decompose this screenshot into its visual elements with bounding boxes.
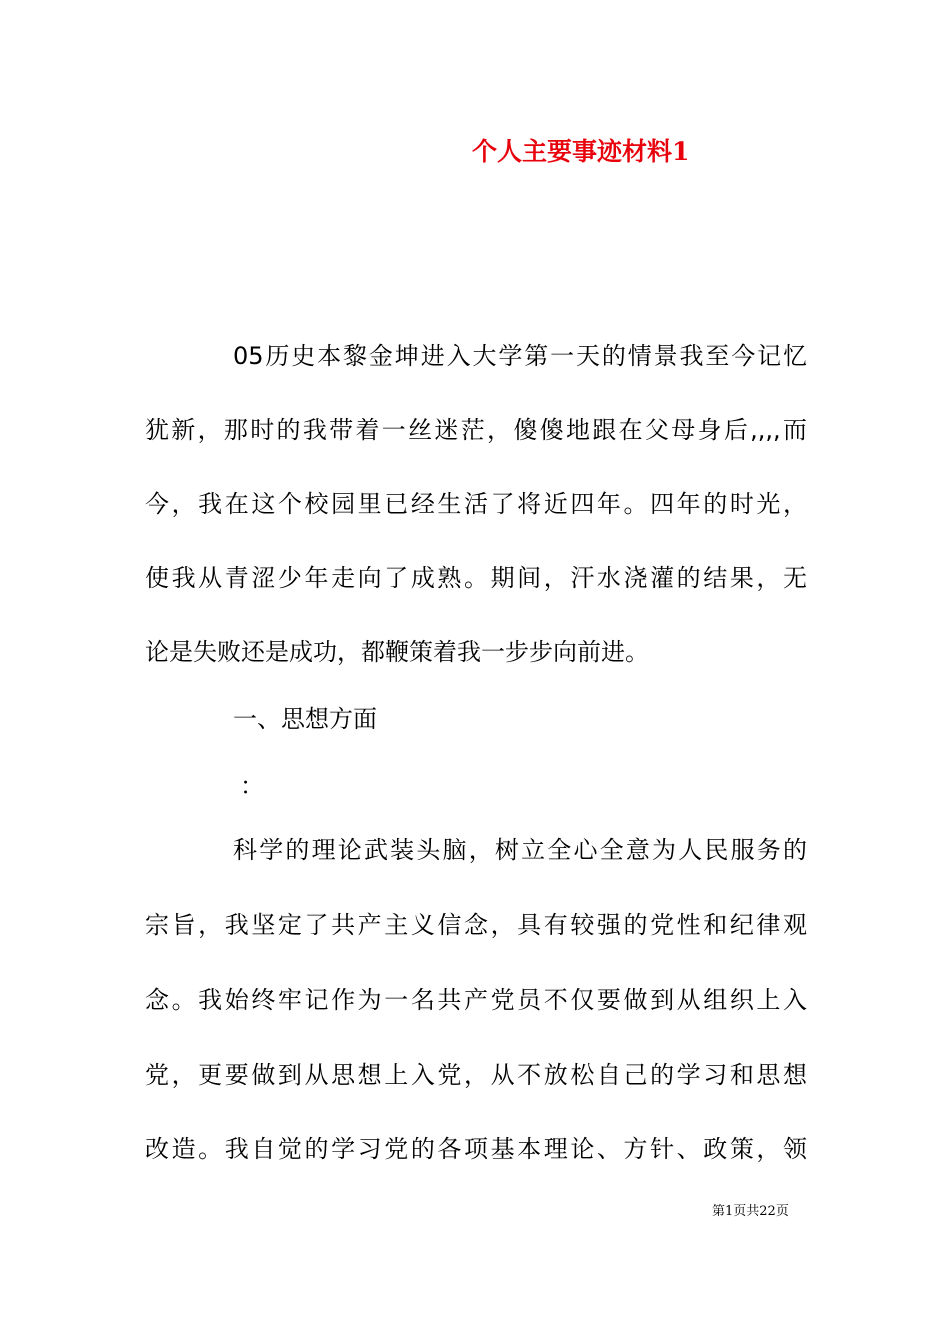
paragraph-line: 论是失败还是成功，都鞭策着我一步步向前进。 <box>145 638 649 666</box>
paragraph-line: 今，我在这个校园里已经生活了将近四年。四年的时光， <box>145 490 807 518</box>
paragraph-line: 念。我始终牢记作为一名共产党员不仅要做到从组织上入 <box>145 986 807 1014</box>
paragraph-line: 改造。我自觉的学习党的各项基本理论、方针、政策，领 <box>145 1135 807 1163</box>
paragraph-line: 05历史本黎金坤进入大学第一天的情景我至今记忆 <box>233 342 807 370</box>
paragraph-line: 使我从青涩少年走向了成熟。期间，汗水浇灌的结果，无 <box>145 564 807 592</box>
paragraph-line: 犹新，那时的我带着一丝迷茫，傻傻地跟在父母身后,,,,而 <box>145 416 807 444</box>
paragraph-line: 宗旨，我坚定了共产主义信念，具有较强的党性和纪律观 <box>145 911 807 939</box>
page-number: 第1页共22页 <box>712 1204 789 1219</box>
section-heading: 一、思想方面 <box>233 705 377 733</box>
paragraph-line: 党，更要做到从思想上入党，从不放松自己的学习和思想 <box>145 1061 807 1089</box>
document-title: 个人主要事迹材料1 <box>472 137 690 166</box>
paragraph-line: 科学的理论武装头脑，树立全心全意为人民服务的 <box>233 836 807 864</box>
paragraph-line: ： <box>240 772 264 800</box>
